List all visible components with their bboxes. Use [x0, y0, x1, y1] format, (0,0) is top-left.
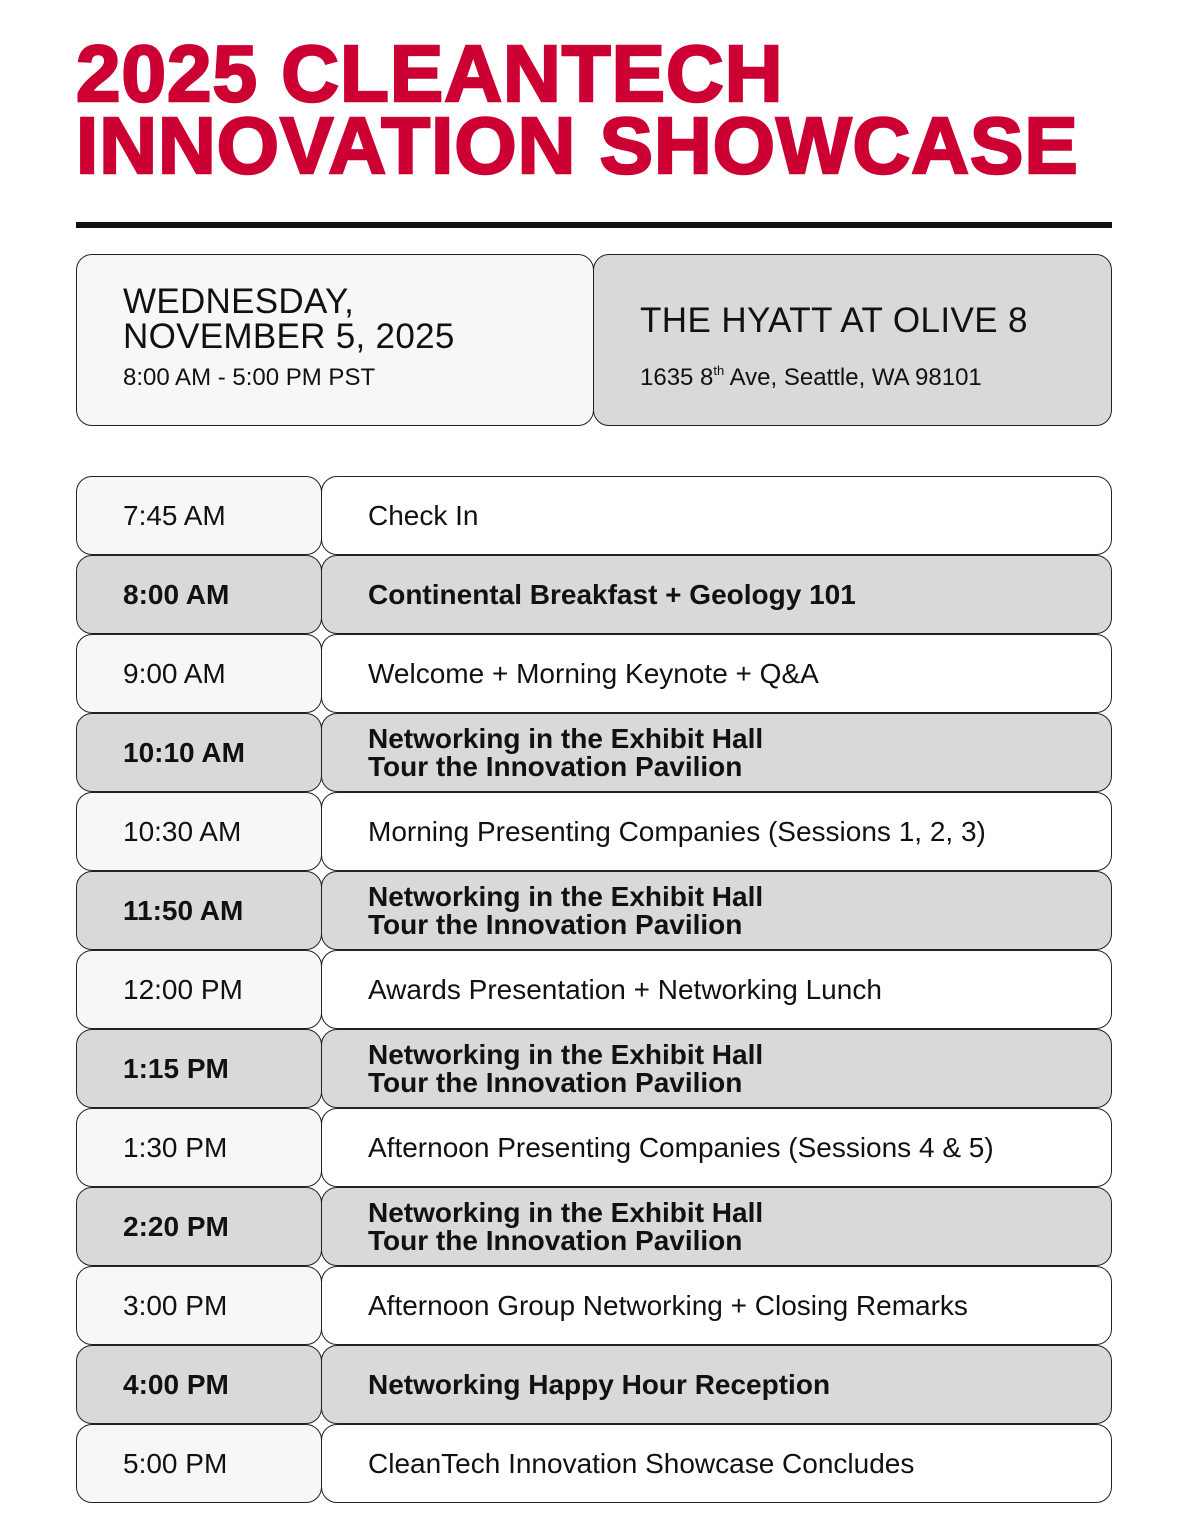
- time-cell: [76, 1108, 322, 1187]
- address-superscript: th: [713, 363, 725, 378]
- event-cell: [321, 1345, 1112, 1424]
- event-cell: [321, 634, 1112, 713]
- event-cell: [321, 1266, 1112, 1345]
- time-cell: [76, 476, 322, 555]
- schedule-time: 1:15 PM: [123, 1052, 229, 1084]
- schedule-time: 10:10 AM: [123, 736, 245, 768]
- time-cell: [76, 555, 322, 634]
- venue-box: [593, 254, 1112, 426]
- schedule-event-line: Morning Presenting Companies (Sessions 1, 2, 3): [368, 815, 986, 847]
- schedule-event-line: Tour the Innovation Pavilion: [368, 750, 743, 782]
- schedule-time: 3:00 PM: [123, 1289, 228, 1321]
- schedule-row: [76, 1108, 1112, 1187]
- event-cell: [321, 1029, 1112, 1108]
- schedule-row: [76, 476, 1112, 555]
- event-date: NOVEMBER 5, 2025: [123, 317, 455, 356]
- schedule-event-line: CleanTech Innovation Showcase Concludes: [368, 1447, 915, 1479]
- schedule-row: [76, 1424, 1112, 1503]
- venue-name: THE HYATT AT OLIVE 8: [640, 301, 1028, 340]
- title-line-1: 2025 CLEANTECH: [76, 29, 784, 118]
- schedule-time: 8:00 AM: [123, 578, 230, 610]
- time-cell: [76, 634, 322, 713]
- time-cell: [76, 1187, 322, 1266]
- schedule-row: [76, 1345, 1112, 1424]
- schedule-row: [76, 713, 1112, 792]
- time-cell: [76, 871, 322, 950]
- schedule-event-line: Networking in the Exhibit Hall: [368, 1038, 764, 1070]
- schedule-event-line: Check In: [368, 499, 479, 531]
- schedule-event-line: Welcome + Morning Keynote + Q&A: [368, 657, 819, 689]
- event-cell: [321, 555, 1112, 634]
- event-cell: [321, 1187, 1112, 1266]
- event-cell: [321, 792, 1112, 871]
- address-number: 1635 8: [640, 364, 714, 391]
- time-cell: [76, 1424, 322, 1503]
- schedule-row: [76, 950, 1112, 1029]
- time-cell: [76, 950, 322, 1029]
- schedule-time: 4:00 PM: [123, 1368, 229, 1400]
- schedule-time: 9:00 AM: [123, 657, 226, 689]
- schedule-event-line: Awards Presentation + Networking Lunch: [368, 973, 882, 1005]
- schedule-row: [76, 1187, 1112, 1266]
- time-cell: [76, 792, 322, 871]
- schedule-row: [76, 871, 1112, 950]
- schedule-row: [76, 792, 1112, 871]
- time-cell: [76, 1029, 322, 1108]
- schedule-time: 12:00 PM: [123, 973, 243, 1005]
- address-rest: Ave, Seattle, WA 98101: [729, 364, 982, 391]
- page-title: [76, 29, 1079, 190]
- schedule-event-line: Afternoon Group Networking + Closing Remarks: [368, 1289, 968, 1321]
- schedule-event-line: Tour the Innovation Pavilion: [368, 1066, 743, 1098]
- schedule-time: 7:45 AM: [123, 499, 226, 531]
- schedule-row: [76, 555, 1112, 634]
- date-box: [76, 254, 594, 426]
- venue-address: [640, 364, 982, 392]
- time-cell: [76, 1266, 322, 1345]
- schedule-time: 5:00 PM: [123, 1447, 228, 1479]
- schedule-event-line: Networking Happy Hour Reception: [368, 1368, 831, 1400]
- schedule-row: [76, 1029, 1112, 1108]
- event-cell: [321, 1108, 1112, 1187]
- event-cell: [321, 476, 1112, 555]
- event-cell: [321, 871, 1112, 950]
- schedule-time: 10:30 AM: [123, 815, 242, 847]
- schedule-event-line: Tour the Innovation Pavilion: [368, 1224, 743, 1256]
- schedule-time: 2:20 PM: [123, 1210, 229, 1242]
- time-cell: [76, 713, 322, 792]
- event-cell: [321, 713, 1112, 792]
- event-hours: 8:00 AM - 5:00 PM PST: [123, 364, 376, 391]
- schedule-event-line: Networking in the Exhibit Hall: [368, 1196, 764, 1228]
- title-divider: [76, 222, 1112, 228]
- schedule-event-line: Afternoon Presenting Companies (Sessions 4 & 5): [368, 1131, 994, 1163]
- event-cell: [321, 950, 1112, 1029]
- schedule-row: [76, 634, 1112, 713]
- event-cell: [321, 1424, 1112, 1503]
- event-weekday: WEDNESDAY,: [123, 282, 355, 321]
- schedule-event-line: Tour the Innovation Pavilion: [368, 908, 743, 940]
- time-cell: [76, 1345, 322, 1424]
- schedule-event-line: Networking in the Exhibit Hall: [368, 880, 764, 912]
- schedule-time: 1:30 PM: [123, 1131, 228, 1163]
- title-line-2: INNOVATION SHOWCASE: [76, 101, 1079, 190]
- schedule-event-line: Networking in the Exhibit Hall: [368, 722, 764, 754]
- schedule-row: [76, 1266, 1112, 1345]
- schedule-event-line: Continental Breakfast + Geology 101: [368, 578, 856, 610]
- schedule-time: 11:50 AM: [123, 894, 244, 926]
